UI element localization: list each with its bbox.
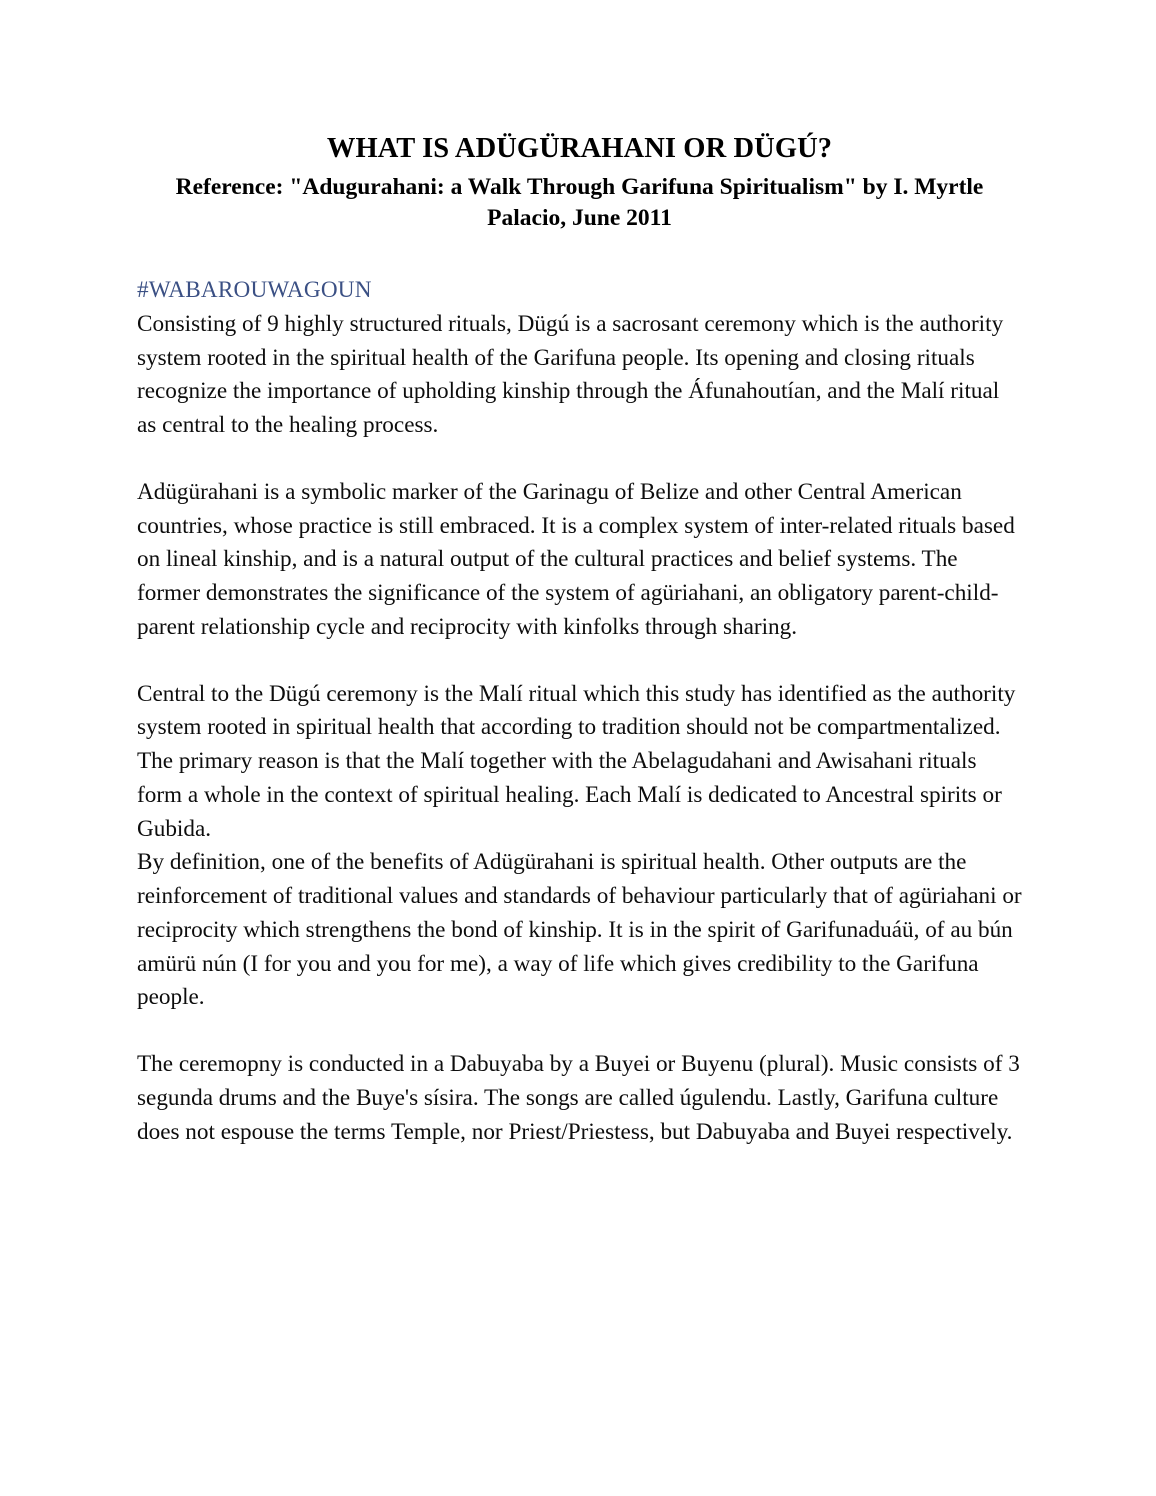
page-title: WHAT IS ADÜGÜRAHANI OR DÜGÚ? (326, 133, 833, 164)
document-content (137, 132, 1022, 1149)
body-paragraph-3: Central to the Dügú ceremony is the Malí ritual which this study has identified as the authority system rooted in spiritual health that according to tradition should not be compartmentalized. The primary reason is that the Malí together with the Abelagudahani and Awisahani rituals form a whole in the context of spiritual healing. Each Malí is dedicated to Ancestral spirits or Gubida. (137, 680, 1016, 842)
document-body (137, 274, 1022, 1149)
body-paragraph-5: The ceremopny is conducted in a Dabuyaba by a Buyei or Buyenu (plural). Music consists of 3 segunda drums and the Buye's sísira. The songs are called úgulendu. Lastly, Garifuna culture does not espouse the terms Temple, nor Priest/Priestess, but Dabuyaba and Buyei respectively. (137, 1051, 1020, 1145)
body-paragraph-4: By definition, one of the benefits of Adügürahani is spiritual health. Other outputs are the reinforcement of traditional values and standards of behaviour particularly that of agüriahani or reciprocity which strengthens the bond of kinship. It is in the spirit of Garifunaduáü, of au bún amürü nún (I for you and you for me), a way of life which gives credibility to the Garifuna people. (137, 849, 1022, 1011)
body-paragraph-1: Consisting of 9 highly structured rituals, Dügú is a sacrosant ceremony which is the authority system rooted in the spiritual health of the Garifuna people. Its opening and closing rituals recognize the importance of upholding kinship through the Áfunahoutían, and the Malí ritual as central to the healing process. (137, 310, 1004, 439)
document-reference-subtitle: Reference: "Adugurahani: a Walk Through Garifuna Spiritualism" by I. Myrtle Palacio, June 2011 (175, 173, 984, 231)
body-paragraph-2: Adügürahani is a symbolic marker of the Garinagu of Belize and other Central American countries, whose practice is still embraced. It is a complex system of inter-related rituals based on lineal kinship, and is a natural output of the cultural practices and belief systems. The former demonstrates the significance of the system of agüriahani, an obligatory parent-child-parent relationship cycle and reciprocity with kinfolks through sharing. (137, 478, 1015, 640)
hashtag-label: #WABAROUWAGOUN (137, 277, 372, 304)
